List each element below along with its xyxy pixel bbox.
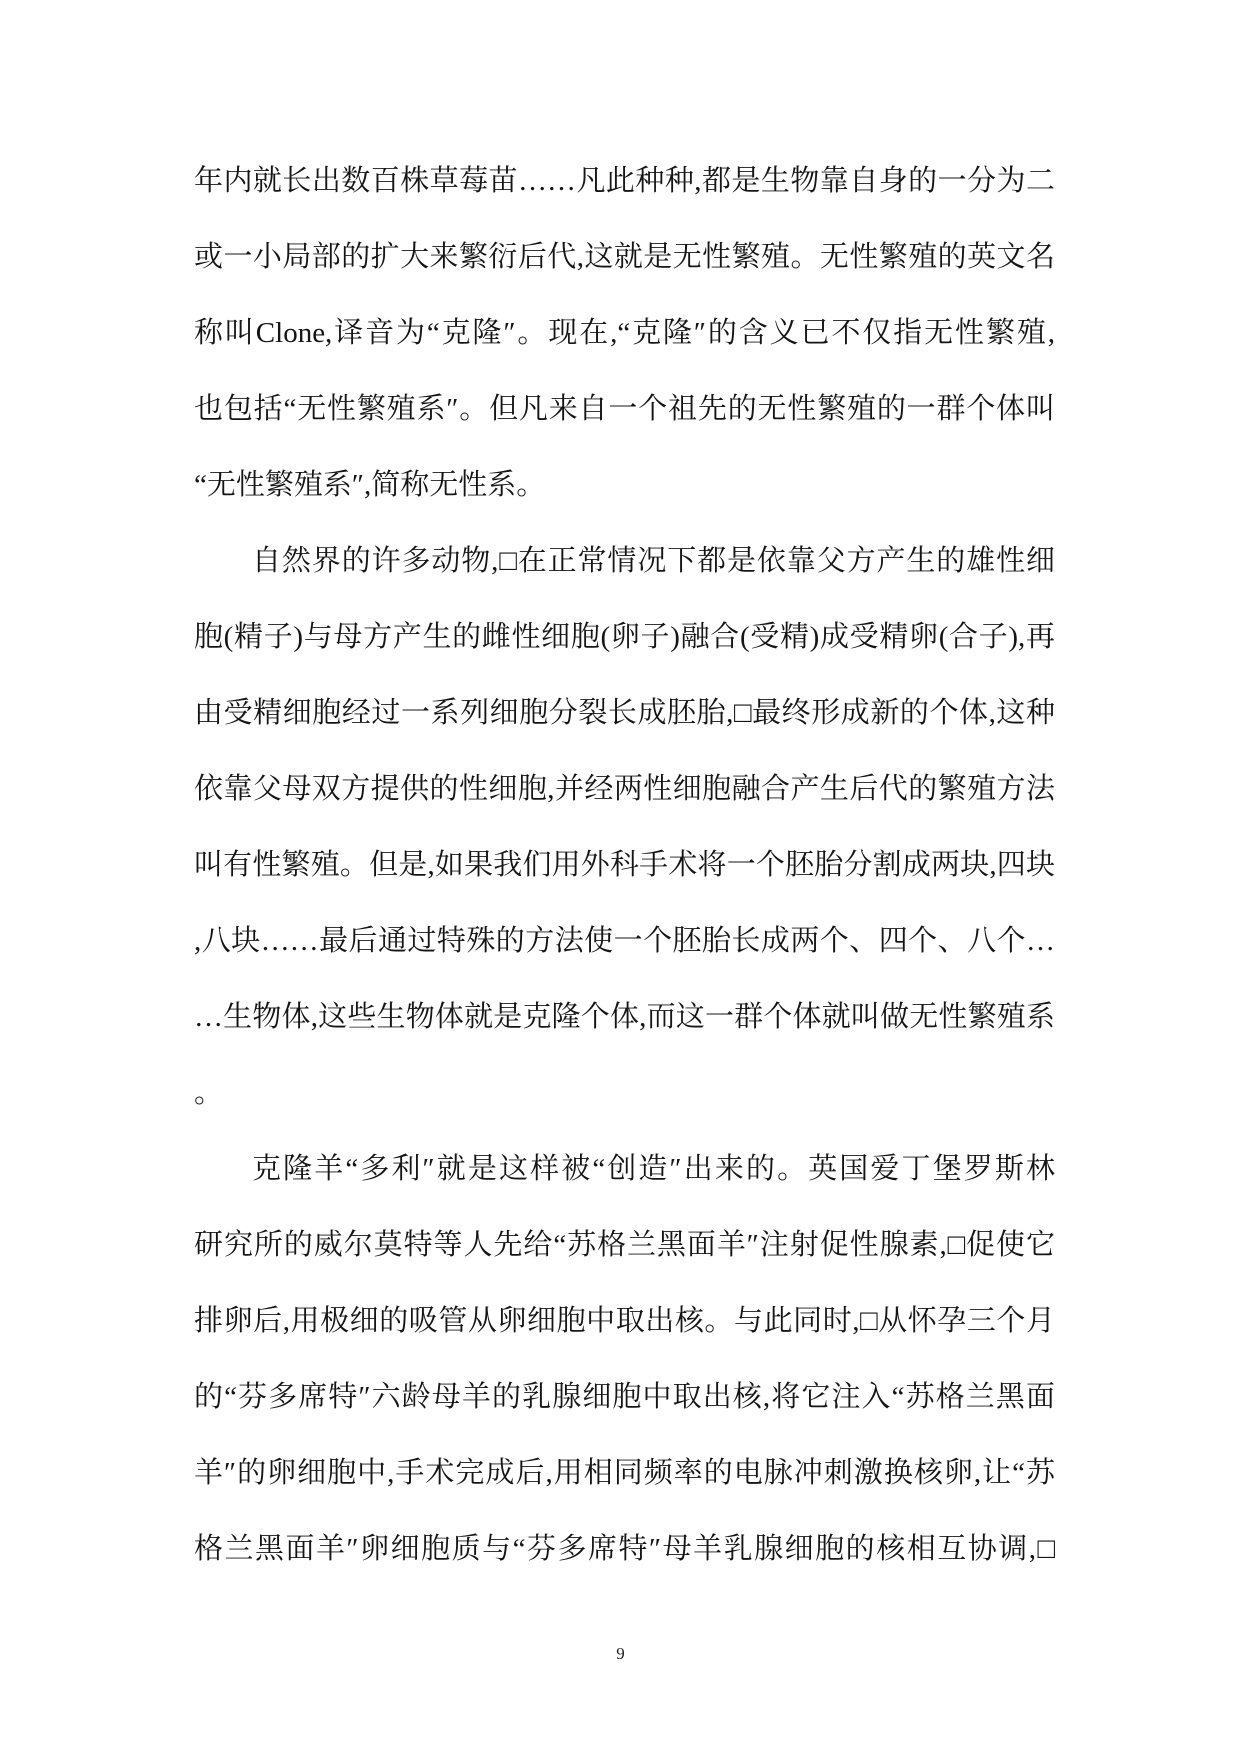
text-line: 羊″的卵细胞中,手术完成后,用相同频率的电脉冲刺激换核卵,让“苏 (194, 1457, 1055, 1489)
text-line: 也包括“无性繁殖系″。但凡来自一个祖先的无性繁殖的一群个体叫 (194, 393, 1055, 425)
text-line: 排卵后,用极细的吸管从卵细胞中取出核。与此同时,□从怀孕三个月 (194, 1305, 1055, 1337)
text-line: 由受精细胞经过一系列细胞分裂长成胚胎,□最终形成新的个体,这种 (194, 697, 1055, 729)
text-line: …生物体,这些生物体就是克隆个体,而这一群个体就叫做无性繁殖系 (194, 1001, 1055, 1033)
text-line: 依靠父母双方提供的性细胞,并经两性细胞融合产生后代的繁殖方法 (194, 773, 1055, 805)
text-line: 称叫Clone,译音为“克隆″。现在,“克隆″的含义已不仅指无性繁殖, (194, 317, 1055, 349)
text-line: 。 (194, 1077, 224, 1109)
text-line: 克隆羊“多利″就是这样被“创造″出来的。英国爱丁堡罗斯林 (252, 1153, 1055, 1185)
text-line: 或一小局部的扩大来繁衍后代,这就是无性繁殖。无性繁殖的英文名 (194, 241, 1055, 273)
paragraph (194, 523, 1055, 1131)
body-text (194, 143, 1055, 1587)
page-number: 9 (616, 1644, 625, 1663)
text-line: “无性繁殖系″,简称无性系。 (194, 469, 546, 501)
text-line: 的“芬多席特″六龄母羊的乳腺细胞中取出核,将它注入“苏格兰黑面 (194, 1381, 1055, 1413)
text-line: 自然界的许多动物,□在正常情况下都是依靠父方产生的雄性细 (252, 545, 1055, 577)
text-line: 叫有性繁殖。但是,如果我们用外科手术将一个胚胎分割成两块,四块 (194, 849, 1055, 881)
text-line: 胞(精子)与母方产生的雌性细胞(卵子)融合(受精)成受精卵(合子),再 (194, 621, 1055, 653)
paragraph (194, 1131, 1055, 1587)
text-line: 研究所的威尔莫特等人先给“苏格兰黑面羊″注射促性腺素,□促使它 (194, 1229, 1055, 1261)
text-line: 年内就长出数百株草莓苗……凡此种种,都是生物靠自身的一分为二 (194, 165, 1055, 197)
paragraph (194, 143, 1055, 523)
text-line: 格兰黑面羊″卵细胞质与“芬多席特″母羊乳腺细胞的核相互协调,□ (194, 1533, 1055, 1565)
text-line: ,八块……最后通过特殊的方法使一个胚胎长成两个、四个、八个… (194, 925, 1055, 957)
